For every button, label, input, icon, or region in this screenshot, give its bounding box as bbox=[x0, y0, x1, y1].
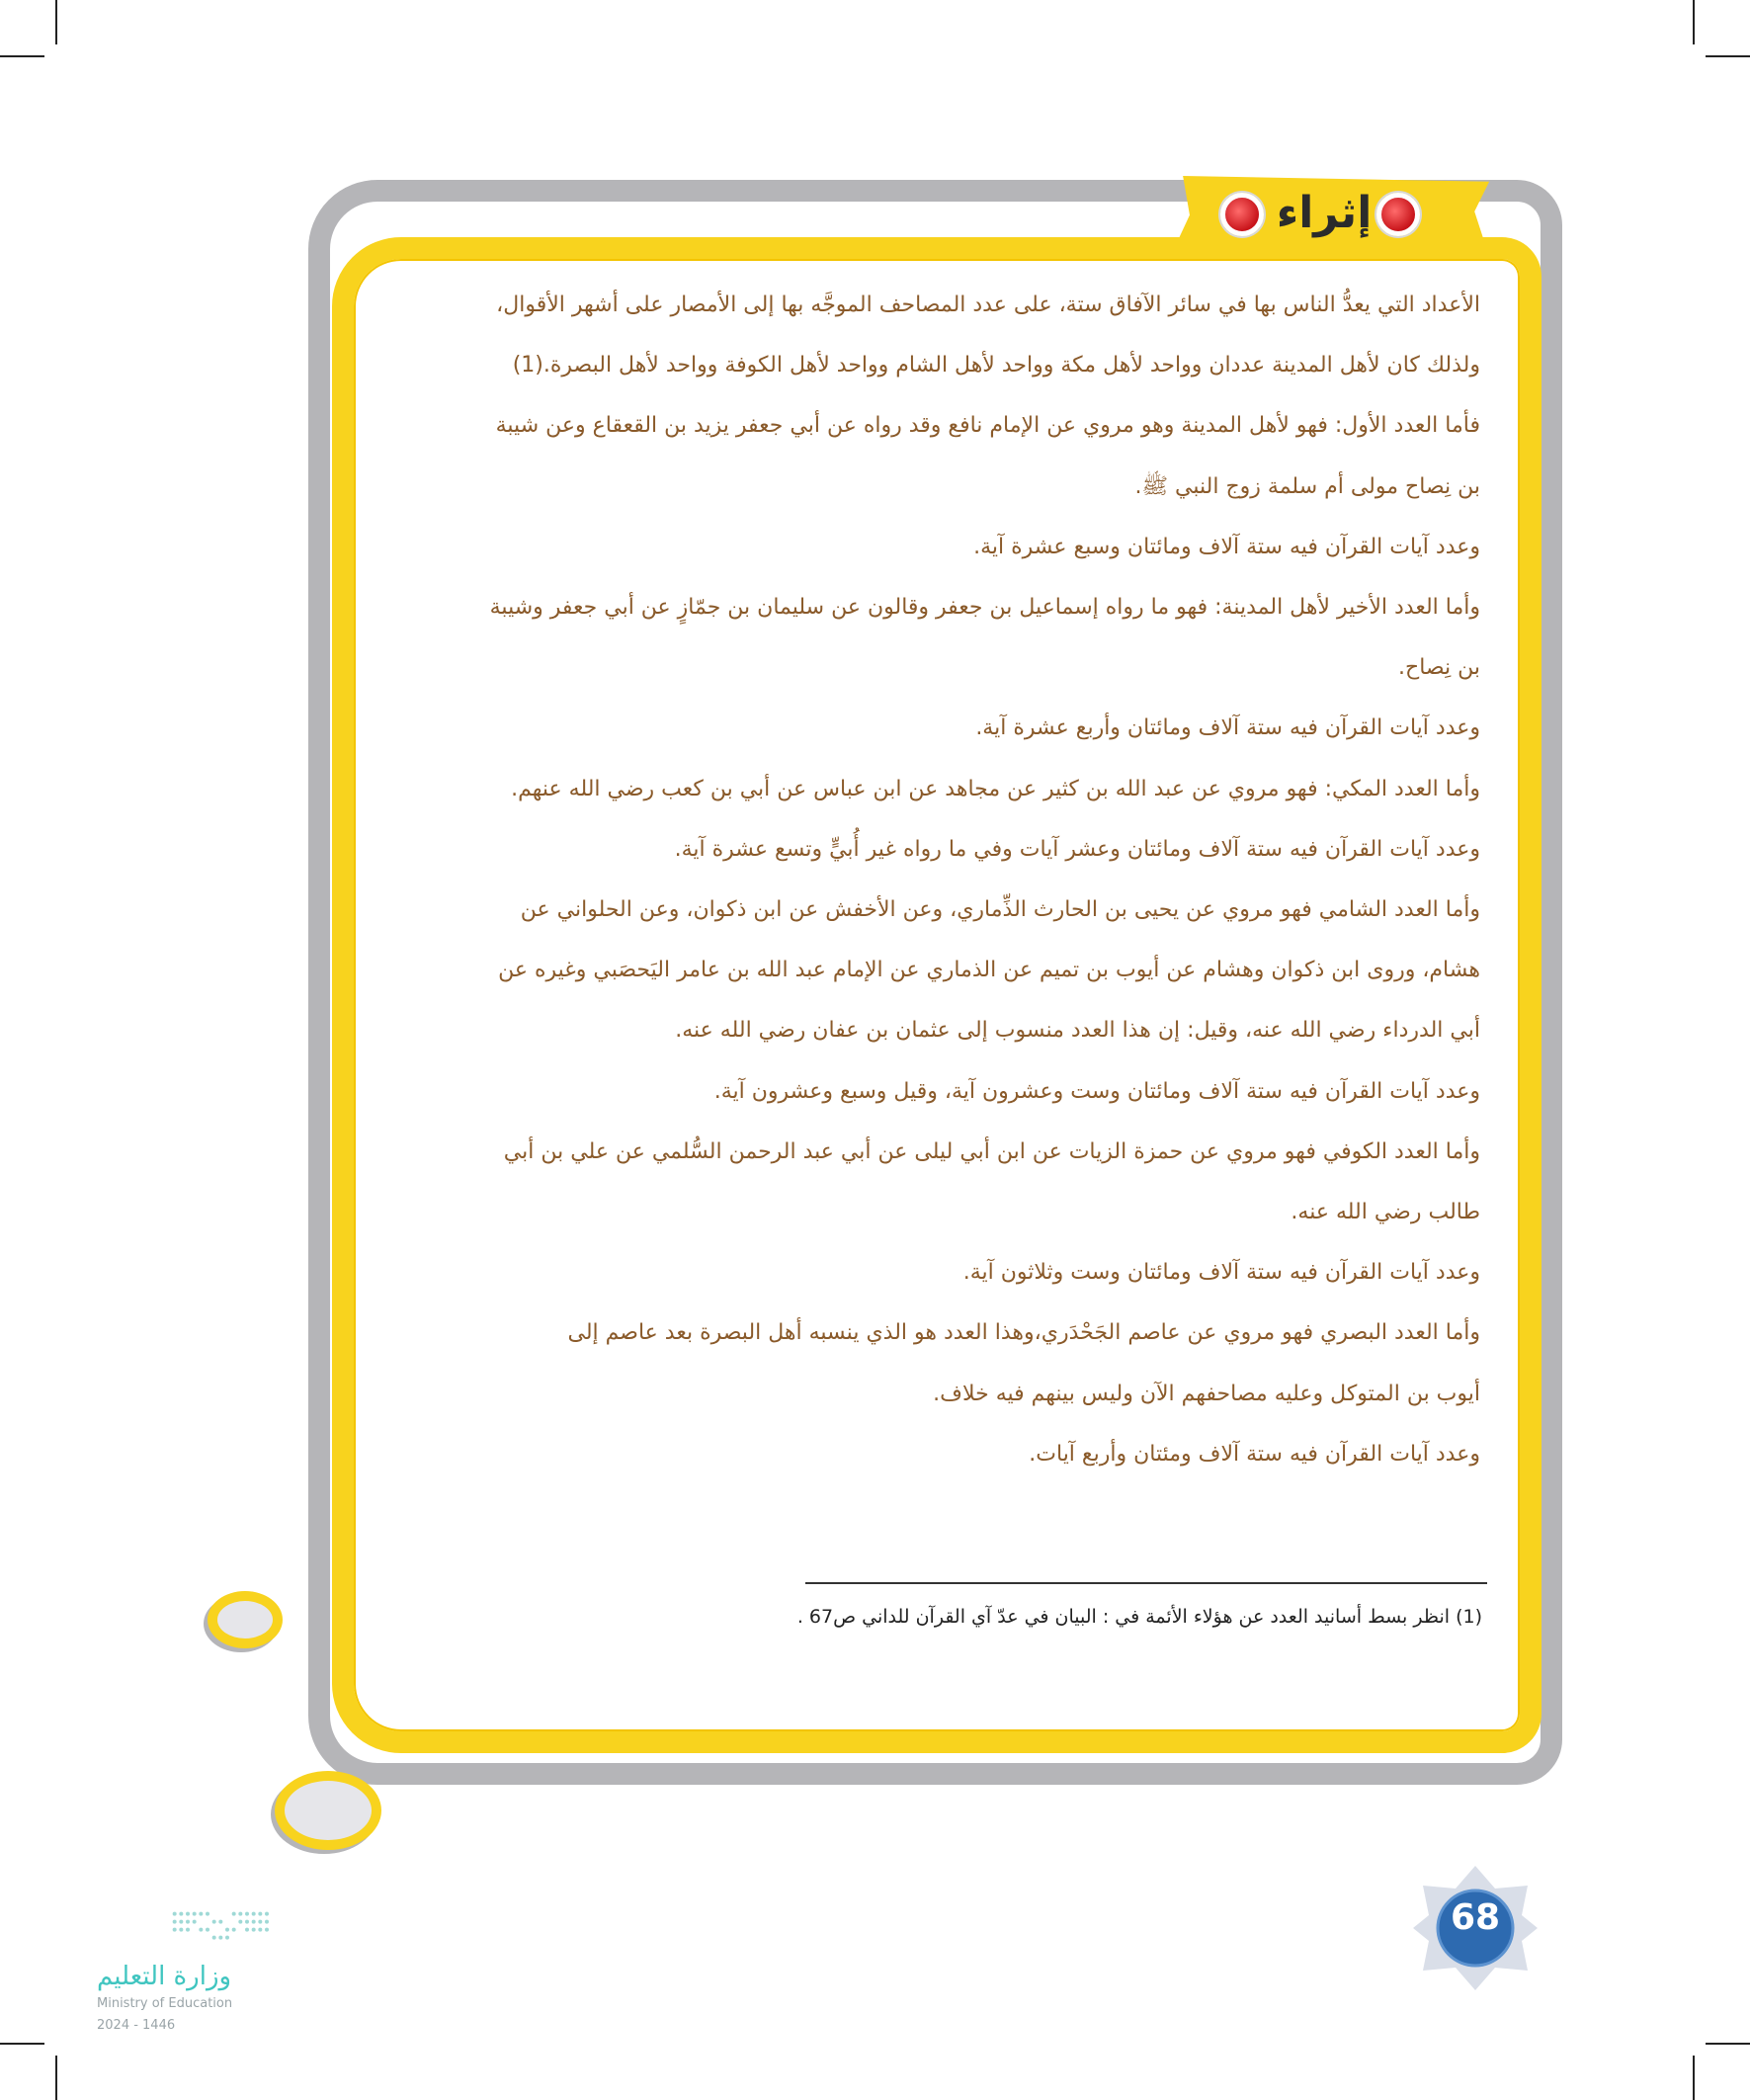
paragraph-line: وعدد آيات القرآن فيه ستة آلاف ومائتان وست وثلاثون آية. bbox=[962, 1260, 1480, 1286]
page-number: 68 bbox=[1450, 1897, 1501, 1938]
paragraph-line: الأعداد التي يعدُّ الناس بها في سائر الآفاق ستة، على عدد المصاحف الموجَّه بها إلى الأمصار على أشهر الأقوال، bbox=[496, 293, 1480, 317]
crop-mark-top-right-h bbox=[1706, 55, 1750, 57]
enrichment-text bbox=[374, 275, 1480, 1484]
ministry-name-arabic: وزارة التعليم bbox=[97, 1962, 232, 1991]
crop-mark-top-left-h bbox=[0, 55, 44, 57]
paragraph-line: وأما العدد الأخير لأهل المدينة: فهو ما رواه إسماعيل بن جعفر وقالون عن سليمان بن جمّازٍ عن أبي جعفر وشيبة bbox=[489, 595, 1480, 621]
footnote-divider bbox=[805, 1582, 1487, 1584]
paragraph-line: وأما العدد المكي: فهو مروي عن عبد الله بن كثير عن مجاهد عن ابن عباس عن أبي بن كعب رضي الله عنهم. bbox=[511, 776, 1480, 801]
badge-dot-left-icon bbox=[1220, 193, 1264, 236]
paragraph-line: بن نِصاح مولى أم سلمة زوج النبي ﷺ. bbox=[1134, 473, 1480, 499]
paragraph-line: وعدد آيات القرآن فيه ستة آلاف ومائتان وعشر آيات وفي ما رواه غير أُبيٍّ وتسع عشرة آية. bbox=[674, 836, 1480, 862]
ministry-logo-icon bbox=[168, 1897, 326, 1957]
footnote: (1) انظر بسط أسانيد العدد عن هؤلاء الأئمة في : البيان في عدّ آي القرآن للداني ص67 . bbox=[796, 1606, 1482, 1628]
paragraph-line: أبي الدرداء رضي الله عنه، وقيل: إن هذا العدد منسوب إلى عثمان بن عفان رضي الله عنه. bbox=[675, 1018, 1480, 1044]
paragraph-line: فأما العدد الأول: فهو لأهل المدينة وهو مروي عن الإمام نافع وقد رواه عن أبي جعفر يزيد بن القعقاع وعن شيبة bbox=[495, 413, 1480, 439]
paragraph-line: أيوب بن المتوكل وعليه مصاحفهم الآن وليس بينهم فيه خلاف. bbox=[933, 1381, 1480, 1406]
paragraph-line: وأما العدد الشامي فهو مروي عن يحيى بن الحارث الذِّماري، وعن الأخفش عن ابن ذكوان، وعن الحلواني عن bbox=[520, 897, 1480, 923]
crop-mark-bottom-right-v bbox=[1693, 2056, 1695, 2100]
decorative-ring-large bbox=[275, 1771, 381, 1850]
crop-mark-bottom-left-h bbox=[0, 2043, 44, 2045]
ministry-year: 2024 - 1446 bbox=[97, 2018, 176, 2033]
badge-dot-right-icon bbox=[1376, 193, 1420, 236]
paragraph-line: بن نِصاح. bbox=[1398, 655, 1480, 681]
paragraph-line: وأما العدد الكوفي فهو مروي عن حمزة الزيات عن ابن أبي ليلى عن أبي عبد الرحمن السُّلمي عن علي بن أبي bbox=[503, 1138, 1480, 1164]
section-title: إثراء bbox=[1276, 188, 1373, 238]
crop-mark-bottom-right-h bbox=[1706, 2043, 1750, 2045]
paragraph-line: وعدد آيات القرآن فيه ستة آلاف ومائتان وأربع عشرة آية. bbox=[975, 715, 1480, 741]
paragraph-line: هشام، وروى ابن ذكوان وهشام عن أيوب بن تميم عن الذماري عن الإمام عبد الله بن عامر اليَحصَبي وغيره عن bbox=[498, 958, 1480, 983]
crop-mark-bottom-left-v bbox=[55, 2056, 57, 2100]
crop-mark-top-right-v bbox=[1693, 0, 1695, 44]
paragraph-line: ولذلك كان لأهل المدينة عددان وواحد لأهل مكة وواحد لأهل الشام وواحد لأهل الكوفة وواحد لأهل البصرة.(1) bbox=[512, 353, 1480, 378]
paragraph-line: طالب رضي الله عنه. bbox=[1291, 1200, 1480, 1225]
decorative-ring-small bbox=[208, 1591, 283, 1648]
paragraph-line: وعدد آيات القرآن فيه ستة آلاف ومئتان وأربع آيات. bbox=[1029, 1441, 1480, 1467]
paragraph-line: وعدد آيات القرآن فيه ستة آلاف ومائتان وست وعشرون آية، وقيل وسبع وعشرون آية. bbox=[713, 1078, 1480, 1104]
paragraph-line: وأما العدد البصري فهو مروي عن عاصم الجَحْدَري،وهذا العدد هو الذي ينسبه أهل البصرة بعد عاصم إلى bbox=[567, 1320, 1480, 1346]
crop-mark-top-left-v bbox=[55, 0, 57, 44]
ministry-name-english: Ministry of Education bbox=[97, 1996, 233, 2011]
paragraph-line: وعدد آيات القرآن فيه ستة آلاف ومائتان وسبع عشرة آية. bbox=[973, 534, 1480, 559]
